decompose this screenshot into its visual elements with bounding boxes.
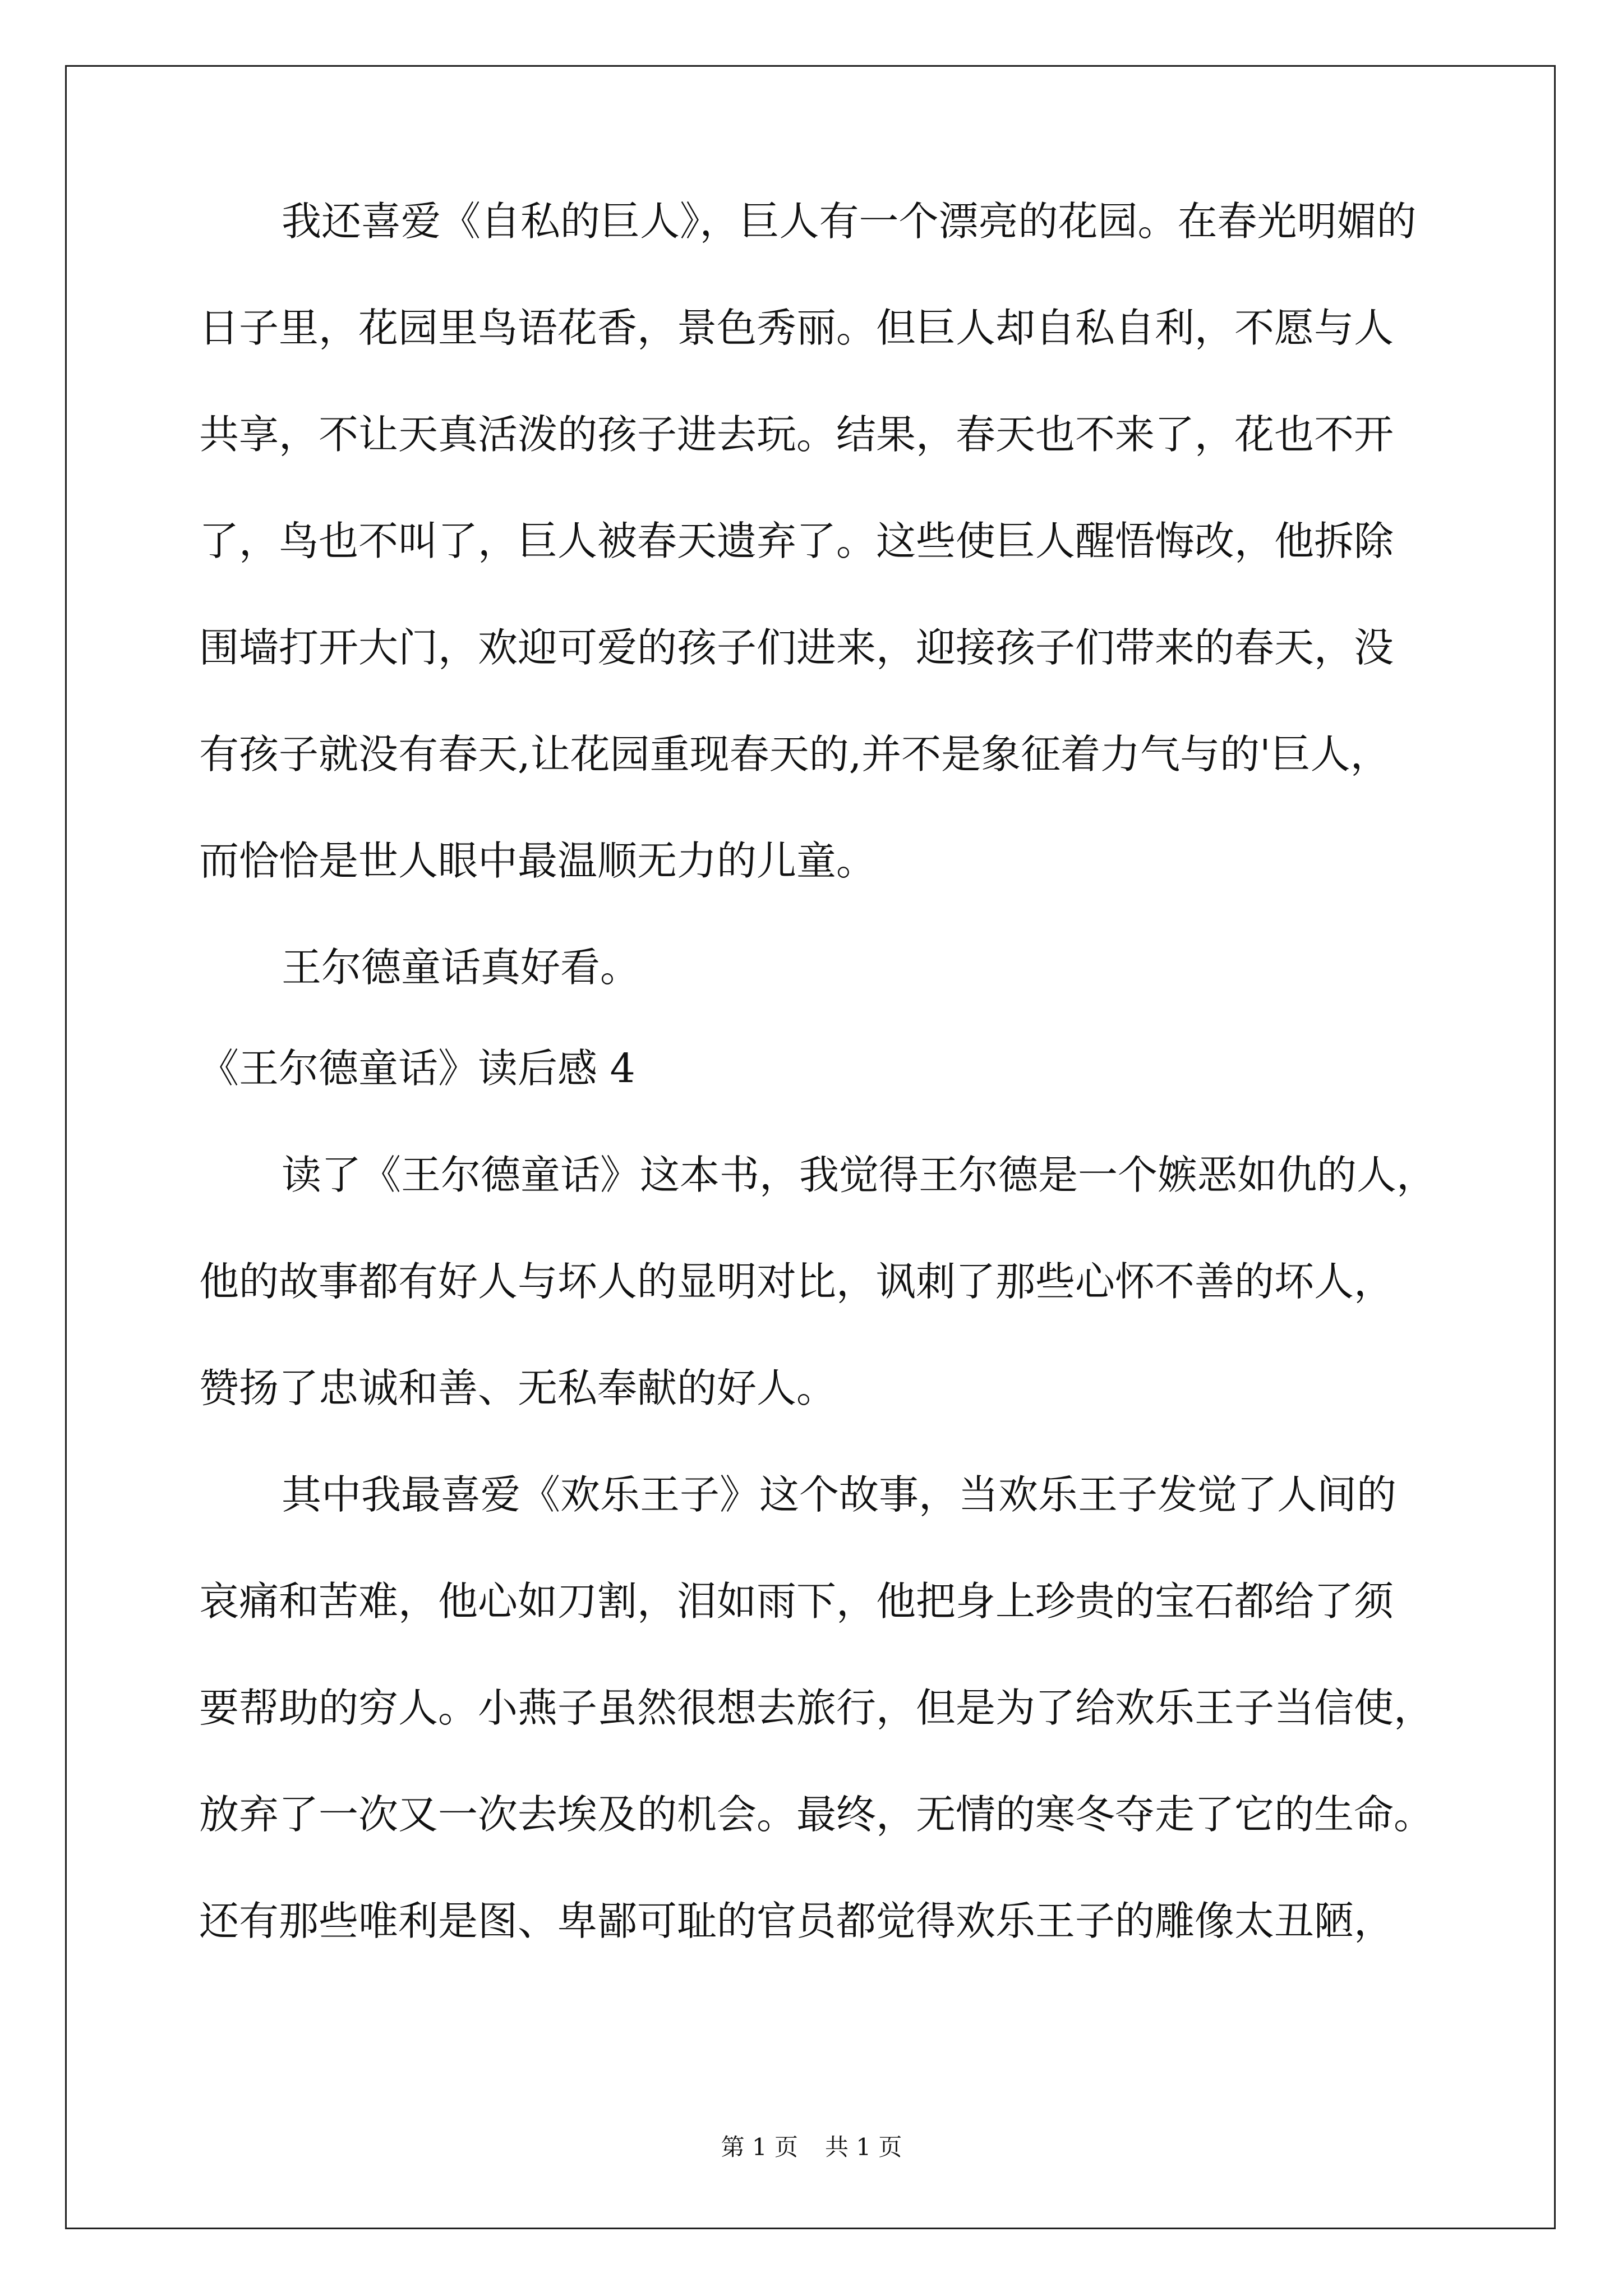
paragraph-line: 王尔德童话真好看。	[282, 944, 640, 991]
paragraph-line: 围墙打开大门，欢迎可爱的孩子们进来，迎接孩子们带来的春天，没	[199, 624, 1394, 671]
paragraph-line: 读了《王尔德童话》这本书，我觉得王尔德是一个嫉恶如仇的人，	[282, 1152, 1437, 1198]
page-footer	[0, 2132, 1623, 2163]
paragraph-line: 而恰恰是世人眼中最温顺无力的儿童。	[199, 838, 877, 884]
paragraph-line: 还有那些唯利是图、卑鄙可耻的官员都觉得欢乐王子的雕像太丑陋，	[199, 1898, 1394, 1944]
section-heading: 《王尔德童话》读后感 4	[199, 1045, 635, 1092]
page-number: 第 1 页	[721, 2133, 798, 2161]
paragraph-line: 了，鸟也不叫了，巨人被春天遗弃了。这些使巨人醒悟悔改，他拆除	[199, 518, 1394, 564]
paragraph-line: 哀痛和苦难，他心如刀割，泪如雨下，他把身上珍贵的宝石都给了须	[199, 1578, 1394, 1625]
paragraph-line: 共享，不让天真活泼的孩子进去玩。结果，春天也不来了，花也不开	[199, 411, 1394, 458]
paragraph-line: 有孩子就没有春天,让花园重现春天的,并不是象征着力气与的'巨人，	[199, 731, 1390, 777]
paragraph-line: 其中我最喜爱《欢乐王子》这个故事，当欢乐王子发觉了人间的	[282, 1471, 1397, 1518]
paragraph-line: 他的故事都有好人与坏人的显明对比，讽刺了那些心怀不善的坏人，	[199, 1258, 1394, 1305]
paragraph-line: 赞扬了忠诚和善、无私奉献的好人。	[199, 1365, 837, 1411]
paragraph-line: 放弃了一次又一次去埃及的机会。最终，无情的寒冬夺走了它的生命。	[199, 1791, 1434, 1838]
paragraph-line: 要帮助的穷人。小燕子虽然很想去旅行，但是为了给欢乐王子当信使，	[199, 1685, 1434, 1731]
paragraph-line: 我还喜爱《自私的巨人》，巨人有一个漂亮的花园。在春光明媚的	[282, 198, 1417, 245]
page-total: 共 1 页	[825, 2133, 902, 2161]
paragraph-line: 日子里，花园里鸟语花香，景色秀丽。但巨人却自私自利，不愿与人	[199, 305, 1394, 351]
